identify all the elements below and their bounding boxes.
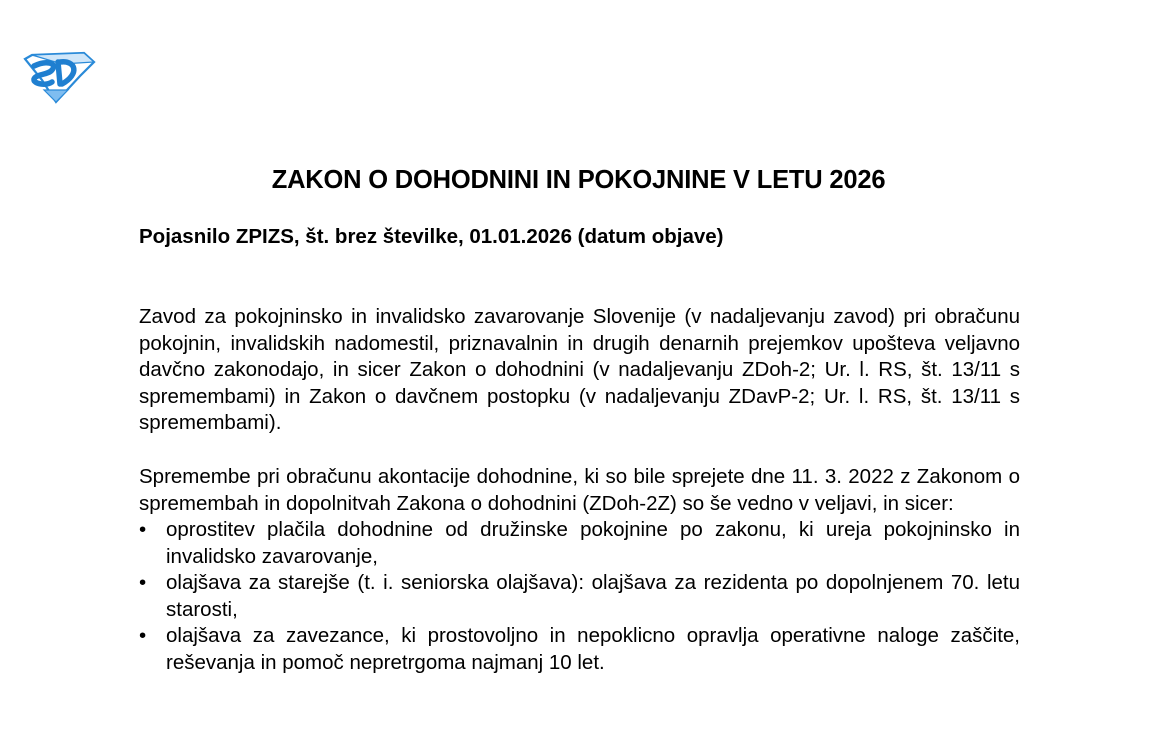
paragraph-changes-text: Spremembe pri obračunu akontacije dohodnine, ki so bile sprejete dne 11. 3. 2022 z Zakonom o spremembah in dopolnitvah Zakona o dohodnini (ZDoh-2Z) so še vedno v veljavi, in sicer: [139,465,1020,515]
changes-list [139,517,1020,676]
document-title: ZAKON O DOHODNINI IN POKOJNINE V LETU 2026 [271,166,886,194]
paragraph-intro: Zavod za pokojninsko in invalidsko zavarovanje Slovenije (v nadaljevanju zavod) pri obračunu pokojnin, invalidskih nadomestil, priznavalnin in drugih denarnih prejemkov upošteva veljavno davčno zakonodajo, in sicer Zakon o dohodnini (v nadaljevanju ZDoh-2; Ur. l. RS, št. 13/11 s spremembami) in Zakon o davčnem postopku (v nadaljevanju ZDavP-2; Ur. l. RS, št. 13/11 s spremembami). [139,305,1020,434]
list-item: • olajšava za zavezance, ki prostovoljno in nepoklicno opravlja operativne naloge zaščite, reševanja in pomoč nepretrgoma najmanj 10 let. [139,623,1020,676]
zpizs-logo-icon [22,50,96,104]
list-item: • olajšava za starejše (t. i. seniorska olajšava): olajšava za rezidenta po dopolnjenem 70. letu starosti, [139,570,1020,623]
list-item: • oprostitev plačila dohodnine od družinske pokojnine po zakonu, ki ureja pokojninsko in invalidsko zavarovanje, [139,517,1020,570]
paragraph-changes [139,464,1020,676]
document-subtitle: Pojasnilo ZPIZS, št. brez številke, 01.01.2026 (datum objave) [139,225,724,248]
